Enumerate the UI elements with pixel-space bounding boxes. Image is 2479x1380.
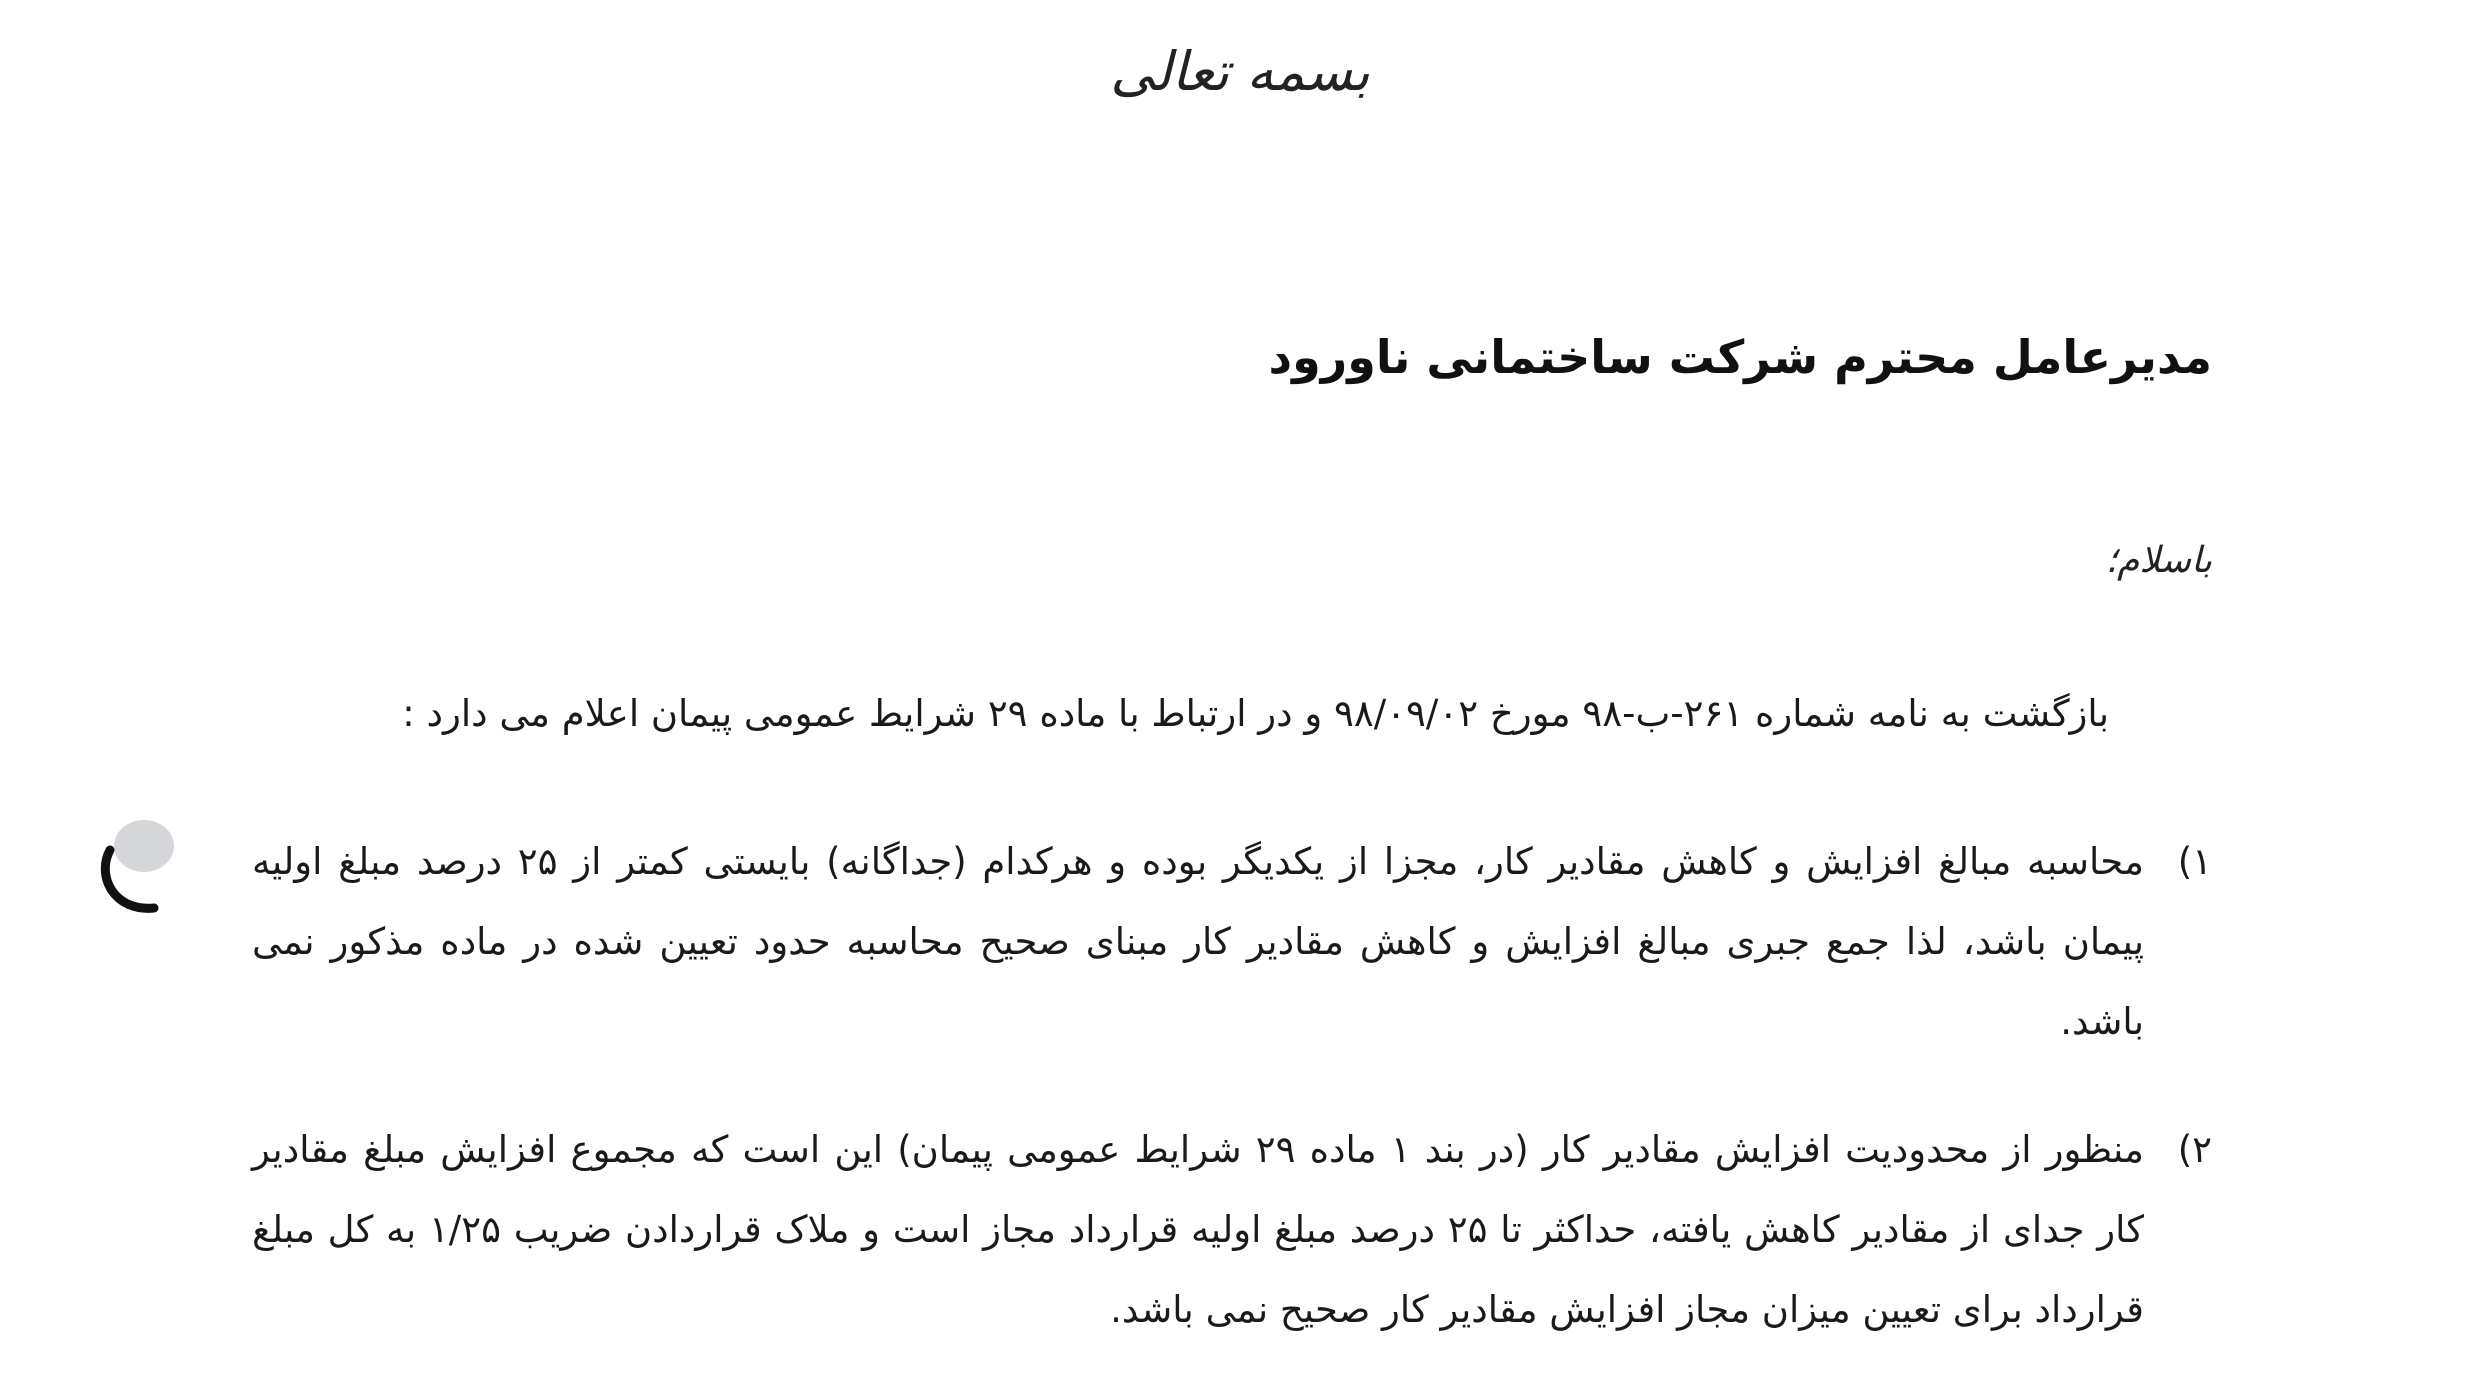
list-item-number: ۲): [2177, 1128, 2212, 1171]
salutation: باسلام؛: [2105, 540, 2212, 581]
list-item-text: محاسبه مبالغ افزایش و کاهش مقادیر کار، مجزا از یکدیگر بوده و هرکدام (جداگانه) بایستی کمتر از ۲۵ درصد مبلغ اولیه پیمان باشد، لذا جمع جبری مبالغ افزایش و کاهش مقادیر کار مبنای صحیح محاسبه حدود تعیین شده در ماده مذکور نمی باشد.: [252, 840, 2144, 1043]
list-item-text: منظور از محدودیت افزایش مقادیر کار (در بند ۱ ماده ۲۹ شرایط عمومی پیمان) این است که مجموع افزایش مبلغ مقادیر کار جدای از مقادیر کاهش یافته، حداکثر تا ۲۵ درصد مبلغ اولیه قرارداد مجاز است و ملاک قراردادن ضریب ۱/۲۵ به کل مبلغ قرارداد برای تعیین میزان مجاز افزایش مقادیر کار صحیح نمی باشد.: [252, 1128, 2144, 1331]
invocation-heading: بسمه تعالی: [1110, 40, 1370, 103]
intro-paragraph: بازگشت به نامه شماره ۲۶۱-ب-۹۸ مورخ ۹۸/۰۹/۰۲ و در ارتباط با ماده ۲۹ شرایط عمومی پیمان اعلام می دارد :: [402, 692, 2109, 735]
recipient-title: مدیرعامل محترم شرکت ساختمانی ناورود: [1268, 330, 2212, 384]
list-item-number: ۱): [2177, 840, 2212, 883]
list-item: [252, 1110, 2212, 1350]
list-item: [252, 822, 2212, 1062]
margin-mark-icon: [92, 820, 182, 920]
